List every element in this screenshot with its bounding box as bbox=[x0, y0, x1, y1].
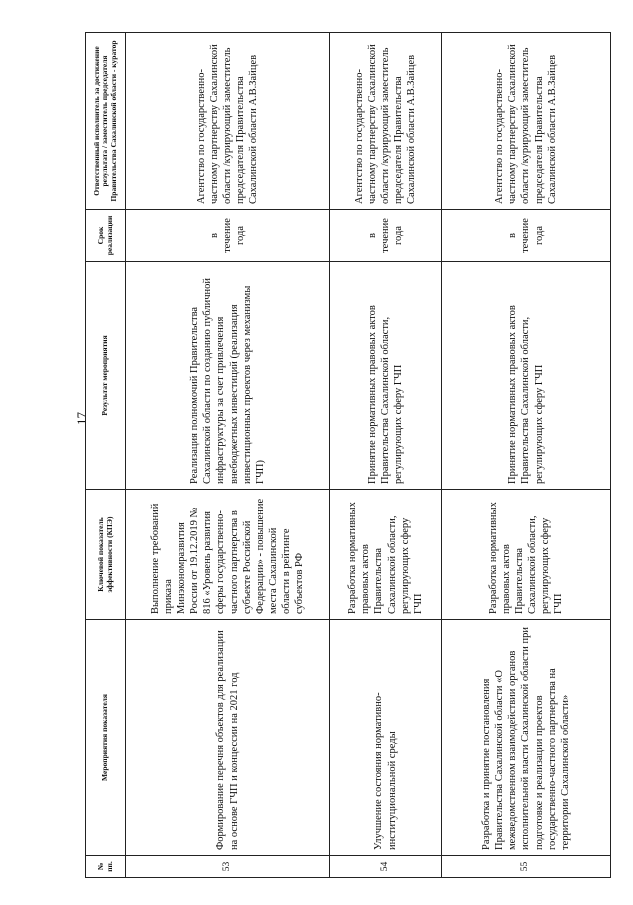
row-num: 54 bbox=[330, 856, 442, 878]
table-row bbox=[126, 33, 330, 878]
row-term: в течение года bbox=[442, 210, 611, 262]
page-number: 17 bbox=[74, 412, 89, 425]
row-result: Принятие нормативных правовых актов Правительства Сахалинской области, регулирующих сферу ГЧП bbox=[442, 262, 611, 490]
header-kpi: Ключевой показатель эффективности (КПЭ) bbox=[86, 490, 126, 620]
rotated-table-container bbox=[85, 33, 610, 878]
row-num: 53 bbox=[126, 856, 330, 878]
measures-table bbox=[85, 32, 611, 878]
row-responsible: Агентство по государственно-частному партнерству Сахалинской области /курирующий заместитель председателя Правительства Сахалинской области А.В.Зайцев bbox=[126, 33, 330, 210]
row-num: 55 bbox=[442, 856, 611, 878]
row-term: в течение года bbox=[330, 210, 442, 262]
row-kpi: Разработка нормативных правовых актов Правительства Сахалинской области, регулирующих сферу ГЧП bbox=[330, 490, 442, 620]
header-result: Результат мероприятия bbox=[86, 262, 126, 490]
row-measures: Формирование перечня объектов для реализации на основе ГЧП и концессии на 2021 год bbox=[126, 620, 330, 856]
row-term: в течение года bbox=[126, 210, 330, 262]
row-measures: Разработка и принятие постановления Правительства Сахалинской области «О межведомственном взаимодействии органов исполнительной власти Сахалинской области при подготовке и реализации проектов государственно-частного партнерства на территории Сахалинской области» bbox=[442, 620, 611, 856]
row-responsible: Агентство по государственно-частному партнерству Сахалинской области /курирующий заместитель председателя Правительства Сахалинской области А.В.Зайцев bbox=[442, 33, 611, 210]
header-term: Срок реализации bbox=[86, 210, 126, 262]
header-num: № пп. bbox=[86, 856, 126, 878]
row-result: Реализация полномочий Правительства Сахалинской области по созданию публичной инфраструктуры за счет привлечения внебюджетных инвестиций (реализация инвестиционных проектов через механизмы ГЧП) bbox=[126, 262, 330, 490]
header-measures: Мероприятия показателя bbox=[86, 620, 126, 856]
row-kpi: Разработка нормативных правовых актов Правительства Сахалинской области, регулирующих сферу ГЧП bbox=[442, 490, 611, 620]
row-kpi: Выполнение требований приказа Минэкономразвития России от 19.12.2019 № 816 «Уровень развития сферы государственно-частного партнерства в субъекте Российской Федерации» - повышение места Сахалинской области в рейтинге субъектов РФ bbox=[126, 490, 330, 620]
row-result: Принятие нормативных правовых актов Правительства Сахалинской области, регулирующих сферу ГЧП bbox=[330, 262, 442, 490]
header-responsible: Ответственный исполнитель за достижение результата / заместитель председателя Правительства Сахалинской области - куратор bbox=[86, 33, 126, 210]
row-measures: Улучшение состояния нормативно-институциональной среды bbox=[330, 620, 442, 856]
table-row bbox=[330, 33, 442, 878]
row-responsible: Агентство по государственно-частному партнерству Сахалинской области /курирующий заместитель председателя Правительства Сахалинской области А.В.Зайцев bbox=[330, 33, 442, 210]
table-header-row bbox=[86, 33, 126, 878]
table-row bbox=[442, 33, 611, 878]
